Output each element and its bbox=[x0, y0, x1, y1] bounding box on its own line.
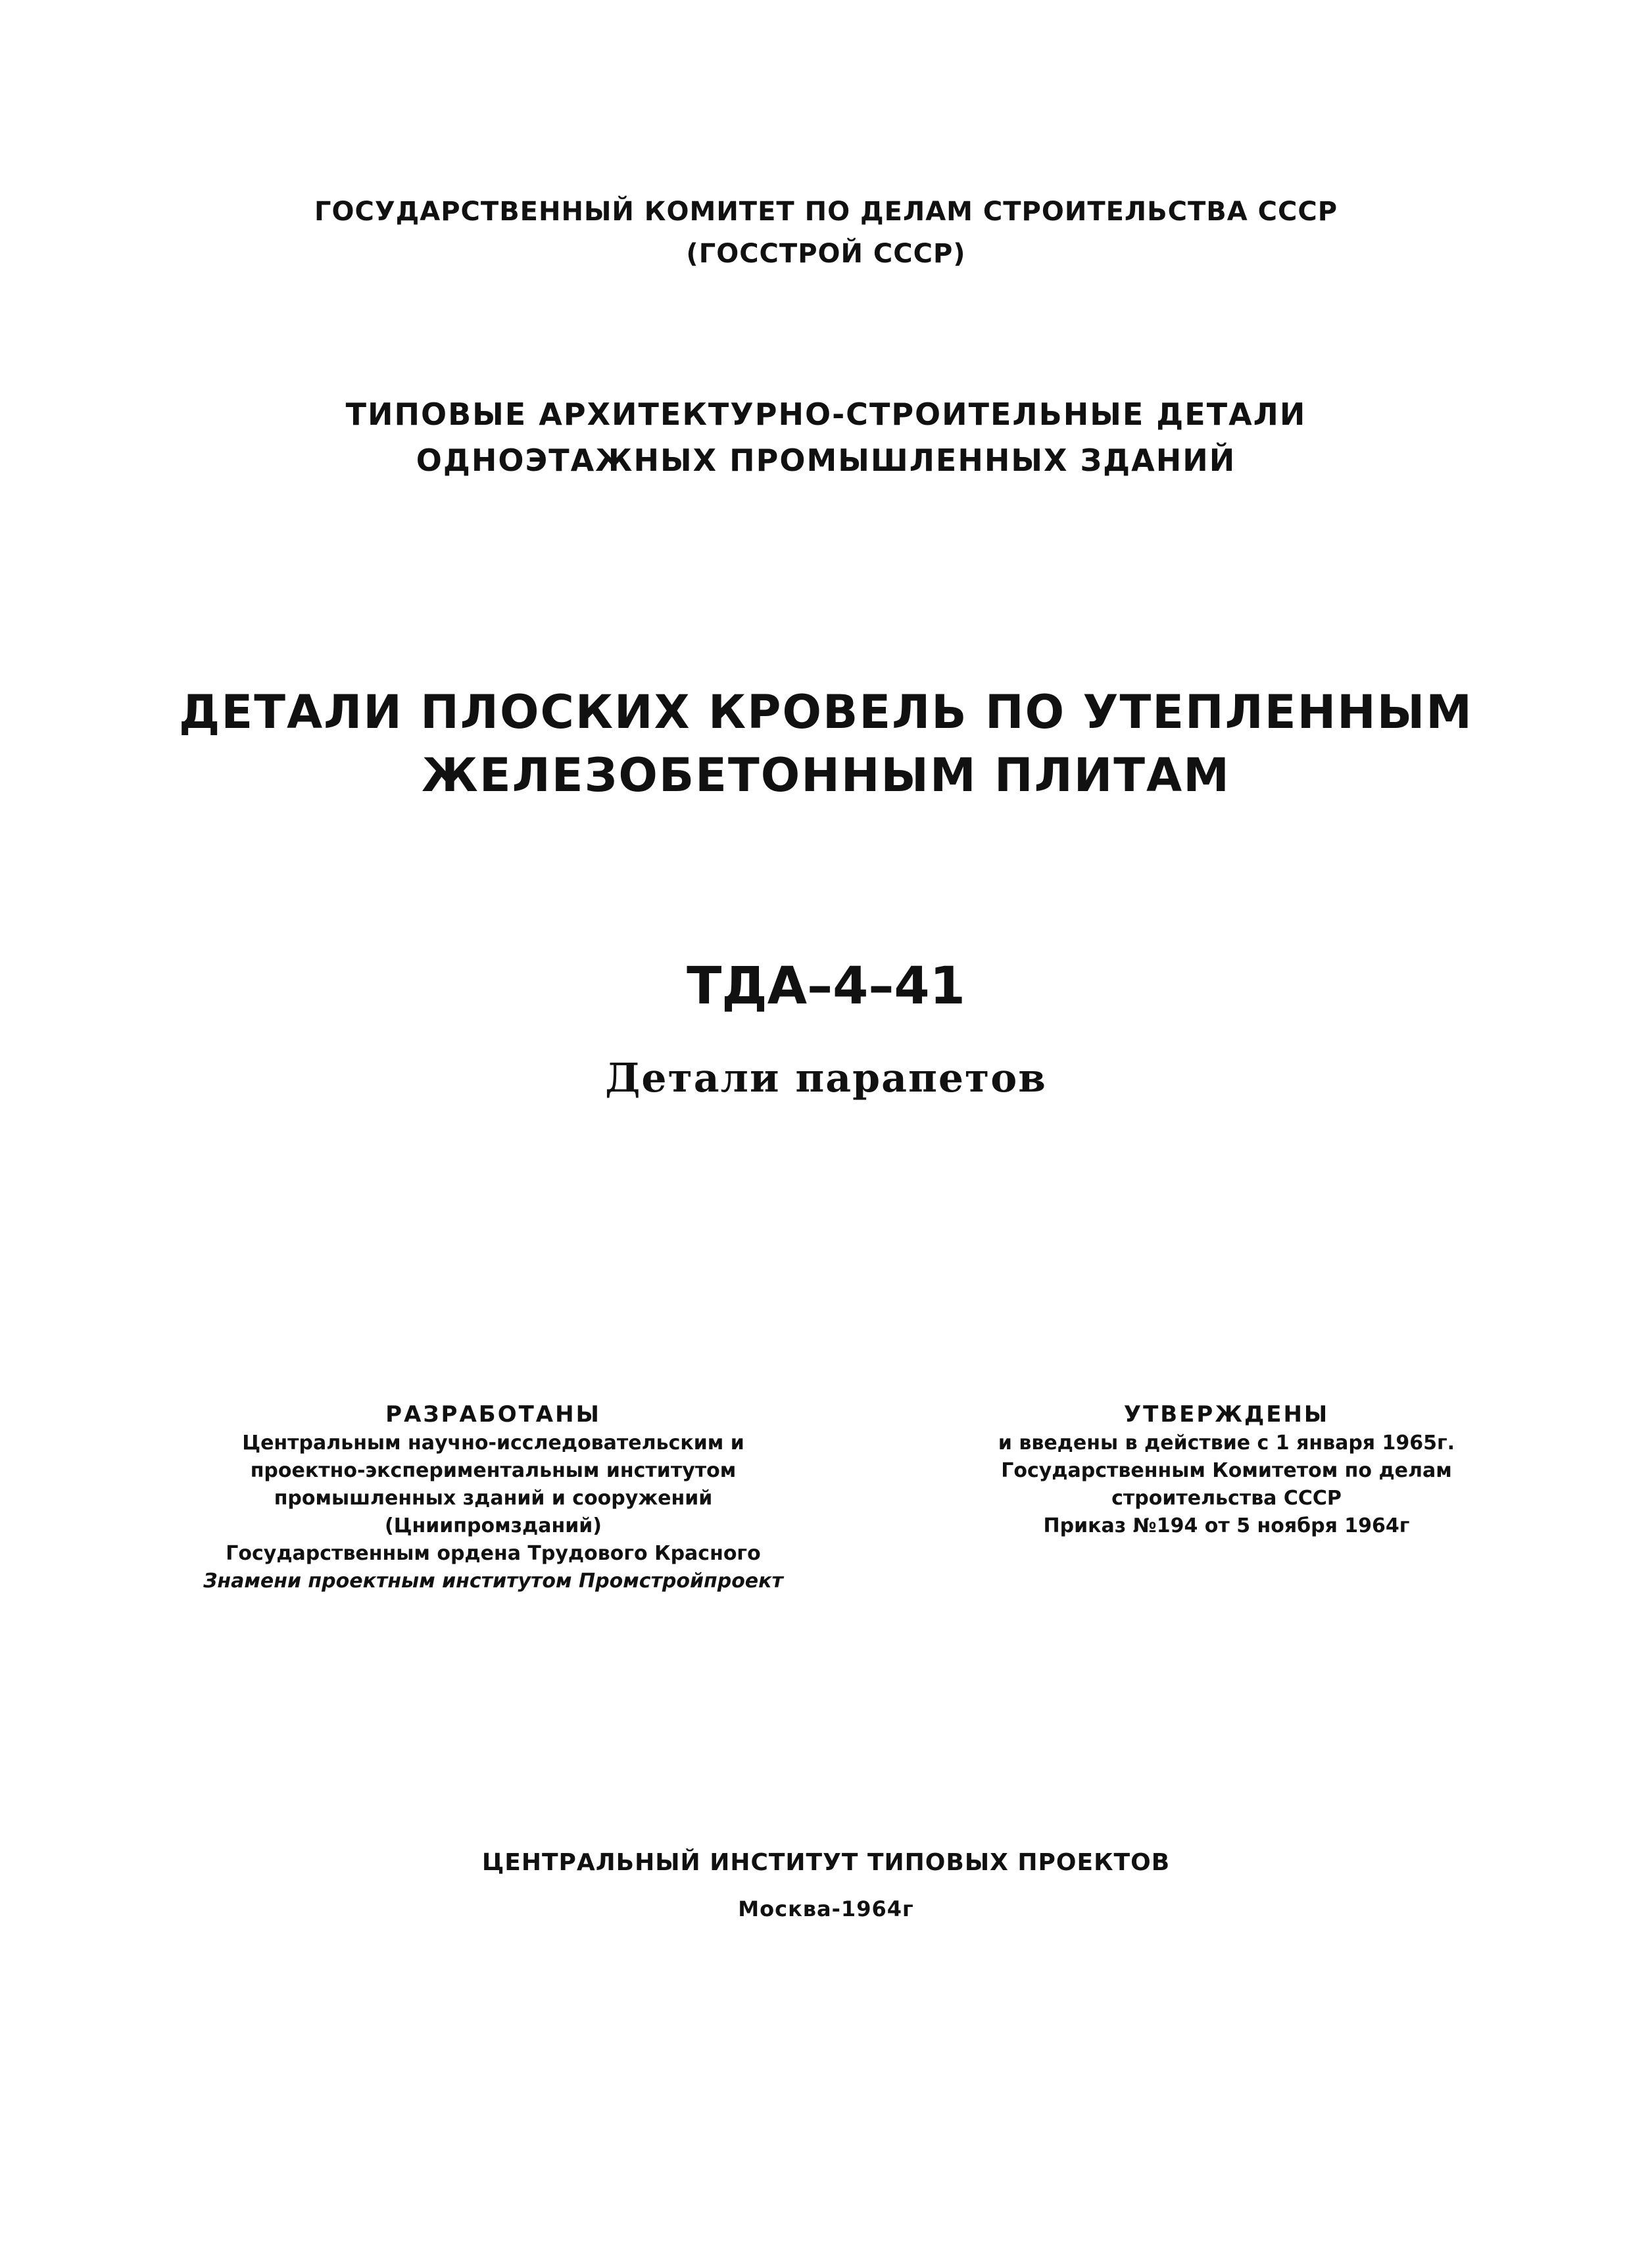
approved-heading: УТВЕРЖДЕНЫ bbox=[1123, 1401, 1330, 1428]
developed-line: Государственным ордена Трудового Красного bbox=[226, 1542, 761, 1565]
document-title-line-1: ДЕТАЛИ ПЛОСКИХ КРОВЕЛЬ ПО УТЕПЛЕННЫМ bbox=[179, 685, 1473, 739]
developed-line: (Цниипромзданий) bbox=[384, 1514, 602, 1537]
publisher-city-year: Москва-1964г bbox=[738, 1896, 914, 1921]
developed-line: Центральным научно-исследовательским и bbox=[242, 1432, 744, 1455]
document-subtitle: Детали парапетов bbox=[605, 1055, 1047, 1101]
document-title-line-2: ЖЕЛЕЗОБЕТОННЫМ ПЛИТАМ bbox=[422, 748, 1230, 802]
agency-abbreviation: (ГОССТРОЙ СССР) bbox=[686, 239, 966, 269]
publisher-name: ЦЕНТРАЛЬНЫЙ ИНСТИТУТ ТИПОВЫХ ПРОЕКТОВ bbox=[481, 1849, 1171, 1876]
developed-line: проектно-экспериментальным институтом bbox=[250, 1459, 737, 1482]
issuing-agency bbox=[0, 191, 1652, 275]
series-title bbox=[0, 391, 1652, 483]
approved-line: Приказ №194 от 5 ноября 1964г bbox=[1043, 1514, 1410, 1537]
developed-line: Знамени проектным институтом Промстройпроект bbox=[203, 1570, 783, 1593]
document-code: ТДА–4–41 bbox=[687, 957, 965, 1016]
developed-heading: РАЗРАБОТАНЫ bbox=[385, 1401, 601, 1428]
series-title-line-1: ТИПОВЫЕ АРХИТЕКТУРНО-СТРОИТЕЛЬНЫЕ ДЕТАЛИ bbox=[345, 397, 1307, 432]
document-title bbox=[0, 681, 1652, 807]
approved-line: Государственным Комитетом по делам bbox=[1001, 1459, 1452, 1482]
approved-line: строительства СССР bbox=[1111, 1487, 1342, 1510]
developed-line: промышленных зданий и сооружений bbox=[274, 1487, 713, 1510]
series-title-line-2: ОДНОЭТАЖНЫХ ПРОМЫШЛЕННЫХ ЗДАНИЙ bbox=[416, 443, 1236, 478]
approved-line: и введены в действие с 1 января 1965г. bbox=[998, 1432, 1455, 1455]
developed-by-block bbox=[158, 1401, 829, 1595]
agency-name: ГОСУДАРСТВЕННЫЙ КОМИТЕТ ПО ДЕЛАМ СТРОИТЕЛЬСТВА СССР bbox=[314, 197, 1338, 227]
approved-by-block bbox=[914, 1401, 1539, 1540]
